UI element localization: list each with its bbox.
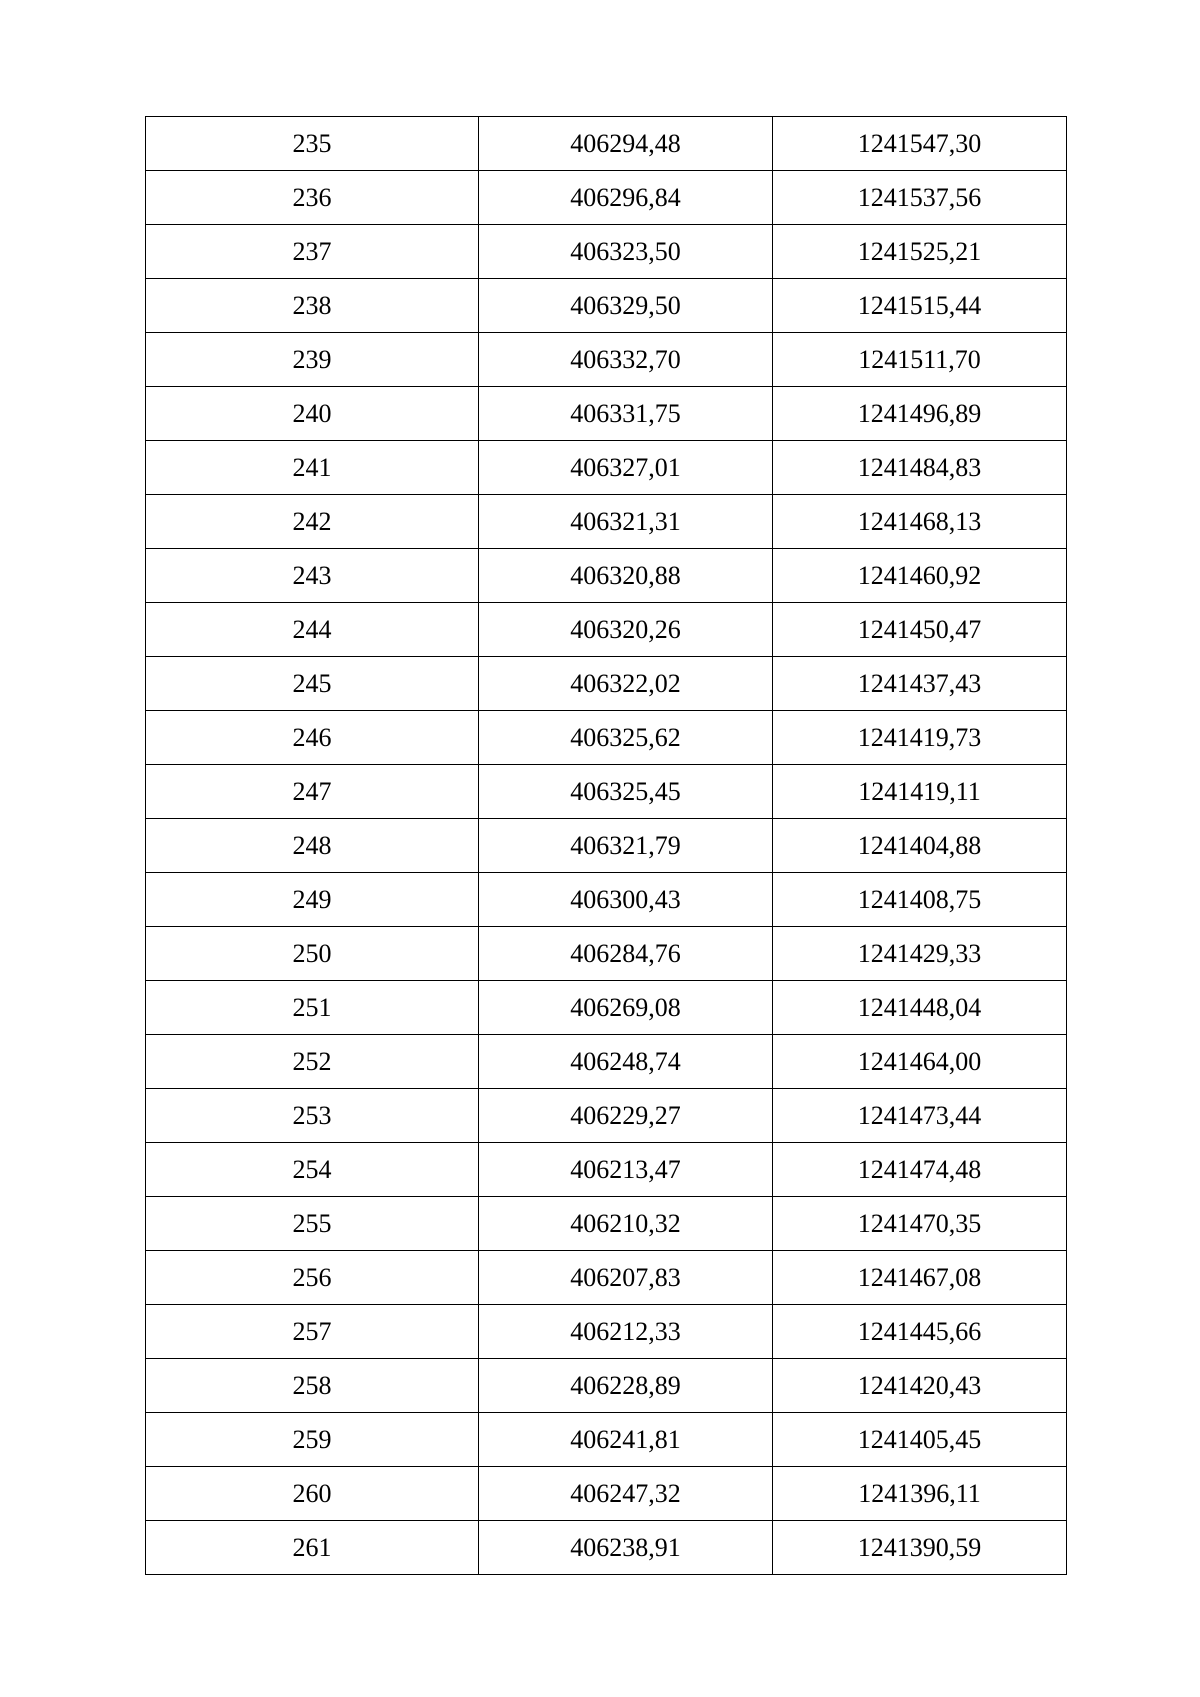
x-coordinate-cell: 406248,74 xyxy=(479,1035,773,1089)
point-number-cell: 260 xyxy=(146,1467,479,1521)
point-number-cell: 237 xyxy=(146,225,479,279)
x-coordinate-cell: 406331,75 xyxy=(479,387,773,441)
x-coordinate-cell: 406284,76 xyxy=(479,927,773,981)
table-row xyxy=(146,765,1067,819)
y-coordinate-cell: 1241445,66 xyxy=(773,1305,1067,1359)
y-coordinate-cell: 1241474,48 xyxy=(773,1143,1067,1197)
point-number-cell: 253 xyxy=(146,1089,479,1143)
x-coordinate-cell: 406229,27 xyxy=(479,1089,773,1143)
y-coordinate-cell: 1241437,43 xyxy=(773,657,1067,711)
x-coordinate-cell: 406325,62 xyxy=(479,711,773,765)
x-coordinate-cell: 406228,89 xyxy=(479,1359,773,1413)
x-coordinate-cell: 406269,08 xyxy=(479,981,773,1035)
y-coordinate-cell: 1241470,35 xyxy=(773,1197,1067,1251)
table-row xyxy=(146,873,1067,927)
y-coordinate-cell: 1241525,21 xyxy=(773,225,1067,279)
x-coordinate-cell: 406325,45 xyxy=(479,765,773,819)
table-row xyxy=(146,603,1067,657)
point-number-cell: 254 xyxy=(146,1143,479,1197)
point-number-cell: 236 xyxy=(146,171,479,225)
table-row xyxy=(146,117,1067,171)
x-coordinate-cell: 406210,32 xyxy=(479,1197,773,1251)
y-coordinate-cell: 1241448,04 xyxy=(773,981,1067,1035)
y-coordinate-cell: 1241404,88 xyxy=(773,819,1067,873)
table-row xyxy=(146,441,1067,495)
point-number-cell: 250 xyxy=(146,927,479,981)
x-coordinate-cell: 406241,81 xyxy=(479,1413,773,1467)
y-coordinate-cell: 1241511,70 xyxy=(773,333,1067,387)
y-coordinate-cell: 1241515,44 xyxy=(773,279,1067,333)
y-coordinate-cell: 1241464,00 xyxy=(773,1035,1067,1089)
x-coordinate-cell: 406213,47 xyxy=(479,1143,773,1197)
table-row xyxy=(146,387,1067,441)
x-coordinate-cell: 406296,84 xyxy=(479,171,773,225)
y-coordinate-cell: 1241396,11 xyxy=(773,1467,1067,1521)
point-number-cell: 257 xyxy=(146,1305,479,1359)
y-coordinate-cell: 1241429,33 xyxy=(773,927,1067,981)
y-coordinate-cell: 1241419,73 xyxy=(773,711,1067,765)
y-coordinate-cell: 1241460,92 xyxy=(773,549,1067,603)
y-coordinate-cell: 1241484,83 xyxy=(773,441,1067,495)
table-row xyxy=(146,819,1067,873)
table-row xyxy=(146,171,1067,225)
point-number-cell: 259 xyxy=(146,1413,479,1467)
x-coordinate-cell: 406238,91 xyxy=(479,1521,773,1575)
y-coordinate-cell: 1241405,45 xyxy=(773,1413,1067,1467)
point-number-cell: 243 xyxy=(146,549,479,603)
table-row xyxy=(146,1305,1067,1359)
x-coordinate-cell: 406320,26 xyxy=(479,603,773,657)
x-coordinate-cell: 406329,50 xyxy=(479,279,773,333)
coordinates-table-body xyxy=(146,117,1067,1575)
x-coordinate-cell: 406247,32 xyxy=(479,1467,773,1521)
y-coordinate-cell: 1241419,11 xyxy=(773,765,1067,819)
y-coordinate-cell: 1241390,59 xyxy=(773,1521,1067,1575)
x-coordinate-cell: 406294,48 xyxy=(479,117,773,171)
table-row xyxy=(146,1413,1067,1467)
point-number-cell: 245 xyxy=(146,657,479,711)
point-number-cell: 256 xyxy=(146,1251,479,1305)
x-coordinate-cell: 406320,88 xyxy=(479,549,773,603)
point-number-cell: 258 xyxy=(146,1359,479,1413)
point-number-cell: 238 xyxy=(146,279,479,333)
table-row xyxy=(146,1467,1067,1521)
point-number-cell: 255 xyxy=(146,1197,479,1251)
coordinates-table xyxy=(145,116,1067,1575)
y-coordinate-cell: 1241547,30 xyxy=(773,117,1067,171)
table-row xyxy=(146,981,1067,1035)
x-coordinate-cell: 406327,01 xyxy=(479,441,773,495)
table-row xyxy=(146,1197,1067,1251)
point-number-cell: 241 xyxy=(146,441,479,495)
x-coordinate-cell: 406212,33 xyxy=(479,1305,773,1359)
point-number-cell: 235 xyxy=(146,117,479,171)
y-coordinate-cell: 1241420,43 xyxy=(773,1359,1067,1413)
y-coordinate-cell: 1241473,44 xyxy=(773,1089,1067,1143)
table-row xyxy=(146,711,1067,765)
y-coordinate-cell: 1241408,75 xyxy=(773,873,1067,927)
point-number-cell: 240 xyxy=(146,387,479,441)
point-number-cell: 251 xyxy=(146,981,479,1035)
y-coordinate-cell: 1241450,47 xyxy=(773,603,1067,657)
point-number-cell: 242 xyxy=(146,495,479,549)
x-coordinate-cell: 406321,31 xyxy=(479,495,773,549)
table-row xyxy=(146,1521,1067,1575)
x-coordinate-cell: 406332,70 xyxy=(479,333,773,387)
table-row xyxy=(146,333,1067,387)
table-row xyxy=(146,1143,1067,1197)
point-number-cell: 246 xyxy=(146,711,479,765)
y-coordinate-cell: 1241467,08 xyxy=(773,1251,1067,1305)
point-number-cell: 249 xyxy=(146,873,479,927)
table-row xyxy=(146,1035,1067,1089)
table-row xyxy=(146,657,1067,711)
table-row xyxy=(146,549,1067,603)
point-number-cell: 248 xyxy=(146,819,479,873)
y-coordinate-cell: 1241496,89 xyxy=(773,387,1067,441)
point-number-cell: 247 xyxy=(146,765,479,819)
x-coordinate-cell: 406322,02 xyxy=(479,657,773,711)
table-row xyxy=(146,1251,1067,1305)
table-row xyxy=(146,495,1067,549)
x-coordinate-cell: 406300,43 xyxy=(479,873,773,927)
table-row xyxy=(146,1089,1067,1143)
table-row xyxy=(146,927,1067,981)
table-row xyxy=(146,1359,1067,1413)
table-row xyxy=(146,225,1067,279)
x-coordinate-cell: 406207,83 xyxy=(479,1251,773,1305)
y-coordinate-cell: 1241537,56 xyxy=(773,171,1067,225)
y-coordinate-cell: 1241468,13 xyxy=(773,495,1067,549)
point-number-cell: 252 xyxy=(146,1035,479,1089)
point-number-cell: 261 xyxy=(146,1521,479,1575)
table-row xyxy=(146,279,1067,333)
x-coordinate-cell: 406323,50 xyxy=(479,225,773,279)
point-number-cell: 244 xyxy=(146,603,479,657)
x-coordinate-cell: 406321,79 xyxy=(479,819,773,873)
point-number-cell: 239 xyxy=(146,333,479,387)
